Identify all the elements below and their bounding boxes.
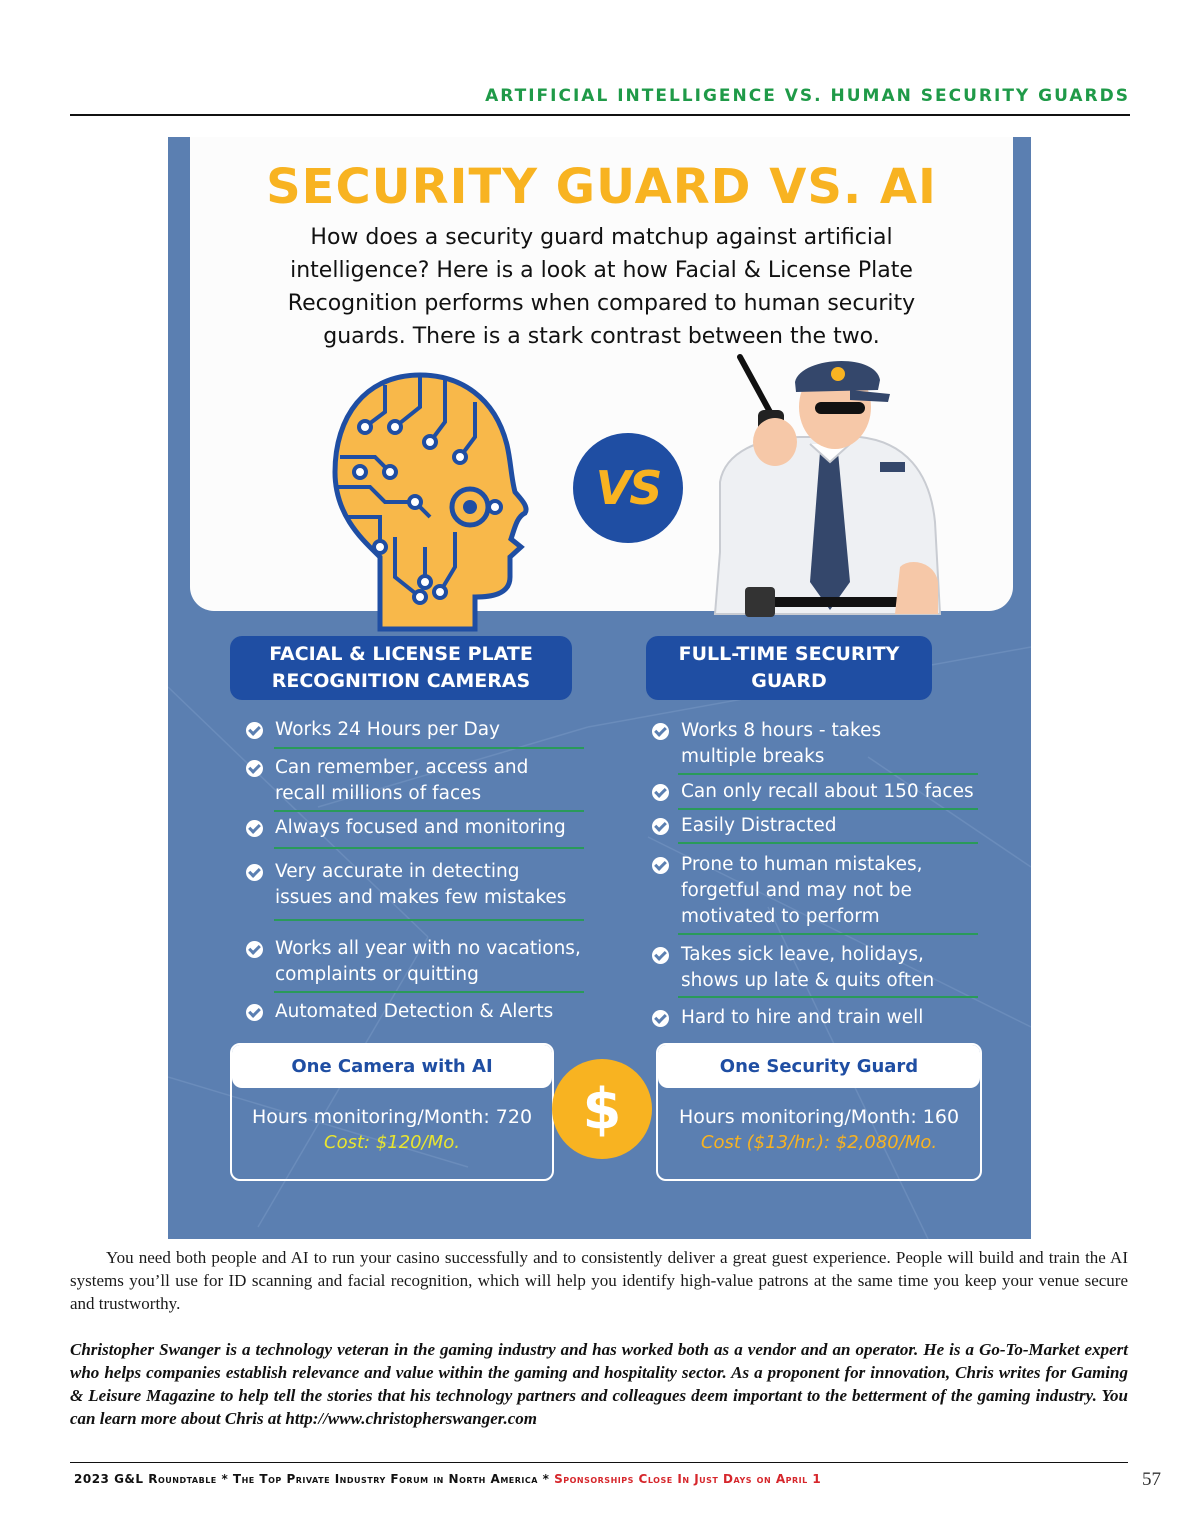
footer bbox=[74, 1472, 1134, 1486]
check-icon bbox=[246, 760, 263, 777]
ai-item: Works all year with no vacations, complaints or quitting bbox=[246, 936, 596, 988]
guard-heading-line1: FULL-TIME SECURITY bbox=[678, 643, 900, 665]
guard-item: Works 8 hours - takes multiple breaks bbox=[652, 718, 942, 770]
infographic-title: SECURITY GUARD VS. AI bbox=[266, 159, 937, 215]
ai-item: Works 24 Hours per Day bbox=[246, 717, 576, 743]
vs-badge bbox=[573, 433, 683, 543]
separator bbox=[274, 919, 584, 921]
check-icon bbox=[652, 723, 669, 740]
footer-red-text: Sponsorships Close In Just Days on April 1 bbox=[554, 1472, 822, 1486]
ai-item: Always focused and monitoring bbox=[246, 815, 586, 841]
vs-label: VS bbox=[595, 461, 661, 515]
infographic-intro: How does a security guard matchup against artificial intelligence? Here is a look at how Facial & License Plate Recognition performs when compared to human security guards. There is a stark contrast between the two. bbox=[287, 225, 916, 349]
guard-cost-title: One Security Guard bbox=[658, 1045, 980, 1088]
check-icon bbox=[652, 784, 669, 801]
check-icon bbox=[652, 818, 669, 835]
guard-cost-price: Cost ($13/hr.): $2,080/Mo. bbox=[700, 1132, 938, 1153]
ai-heading-line1: FACIAL & LICENSE PLATE bbox=[269, 643, 533, 665]
guard-item: Takes sick leave, holidays, shows up late & quits often bbox=[652, 942, 942, 994]
dollar-label: $ bbox=[582, 1076, 622, 1142]
check-icon bbox=[652, 947, 669, 964]
ai-head-icon bbox=[325, 367, 535, 637]
check-icon bbox=[246, 722, 263, 739]
ai-cost-price: Cost: $120/Mo. bbox=[324, 1132, 460, 1153]
ai-cost-title: One Camera with AI bbox=[232, 1045, 552, 1088]
separator bbox=[678, 996, 978, 998]
check-icon bbox=[652, 857, 669, 874]
separator bbox=[274, 991, 584, 993]
check-icon bbox=[652, 1010, 669, 1027]
infographic-top-panel bbox=[190, 137, 1013, 611]
ai-column-heading bbox=[230, 636, 572, 700]
footer-text: 2023 G&L Roundtable * The Top Private Industry Forum in North America * bbox=[74, 1472, 555, 1486]
footer-rule bbox=[70, 1462, 1128, 1463]
guard-cost-box bbox=[656, 1043, 982, 1181]
separator bbox=[678, 808, 978, 810]
check-icon bbox=[246, 1004, 263, 1021]
running-header: ARTIFICIAL INTELLIGENCE VS. HUMAN SECURITY GUARDS bbox=[485, 86, 1130, 106]
guard-column-heading bbox=[646, 636, 932, 700]
dollar-icon bbox=[552, 1059, 652, 1159]
guard-cost-hours: Hours monitoring/Month: 160 bbox=[678, 1106, 960, 1128]
body-paragraph: You need both people and AI to run your casino successfully and to consistently deliver a great guest experience. People will build and train the AI systems you’ll use for ID scanning and facial recognition, which will help you identify high-value patrons at the same time you keep your venue secure and trustworthy. bbox=[70, 1248, 1128, 1313]
separator bbox=[274, 747, 584, 749]
guard-item: Hard to hire and train well bbox=[652, 1005, 982, 1031]
ai-item: Can remember, access and recall millions of faces bbox=[246, 755, 576, 807]
separator bbox=[274, 847, 584, 849]
ai-cost-hours: Hours monitoring/Month: 720 bbox=[251, 1106, 533, 1128]
ai-heading-line2: RECOGNITION CAMERAS bbox=[271, 670, 531, 692]
ai-item: Very accurate in detecting issues and makes few mistakes bbox=[246, 859, 576, 911]
separator bbox=[678, 773, 978, 775]
check-icon bbox=[246, 941, 263, 958]
separator bbox=[678, 933, 978, 935]
ai-cost-box bbox=[230, 1043, 554, 1181]
security-guard-icon bbox=[700, 352, 950, 617]
author-bio: Christopher Swanger is a technology veteran in the gaming industry and has worked both as a vendor and an operator. He is a Go-To-Market expert who helps companies establish relevance and value within the gaming and hospitality sector. As a proponent for innovation, Chris writes for Gaming & Leisure Magazine to help tell the stories that his technology partners and colleagues deem important to the betterment of the gaming industry. You can learn more about Chris at http://www.christopherswanger.com bbox=[70, 1340, 1128, 1428]
guard-heading-line2: GUARD bbox=[751, 670, 827, 692]
header-rule bbox=[70, 114, 1130, 116]
guard-item: Easily Distracted bbox=[652, 813, 982, 839]
guard-item: Prone to human mistakes, forgetful and may not be motivated to perform bbox=[652, 852, 942, 930]
guard-item: Can only recall about 150 faces bbox=[652, 779, 982, 805]
page-number: 57 bbox=[1142, 1469, 1161, 1490]
check-icon bbox=[246, 820, 263, 837]
separator bbox=[274, 810, 584, 812]
check-icon bbox=[246, 864, 263, 881]
ai-item: Automated Detection & Alerts bbox=[246, 999, 586, 1025]
separator bbox=[678, 842, 978, 844]
infographic bbox=[168, 137, 1031, 1239]
